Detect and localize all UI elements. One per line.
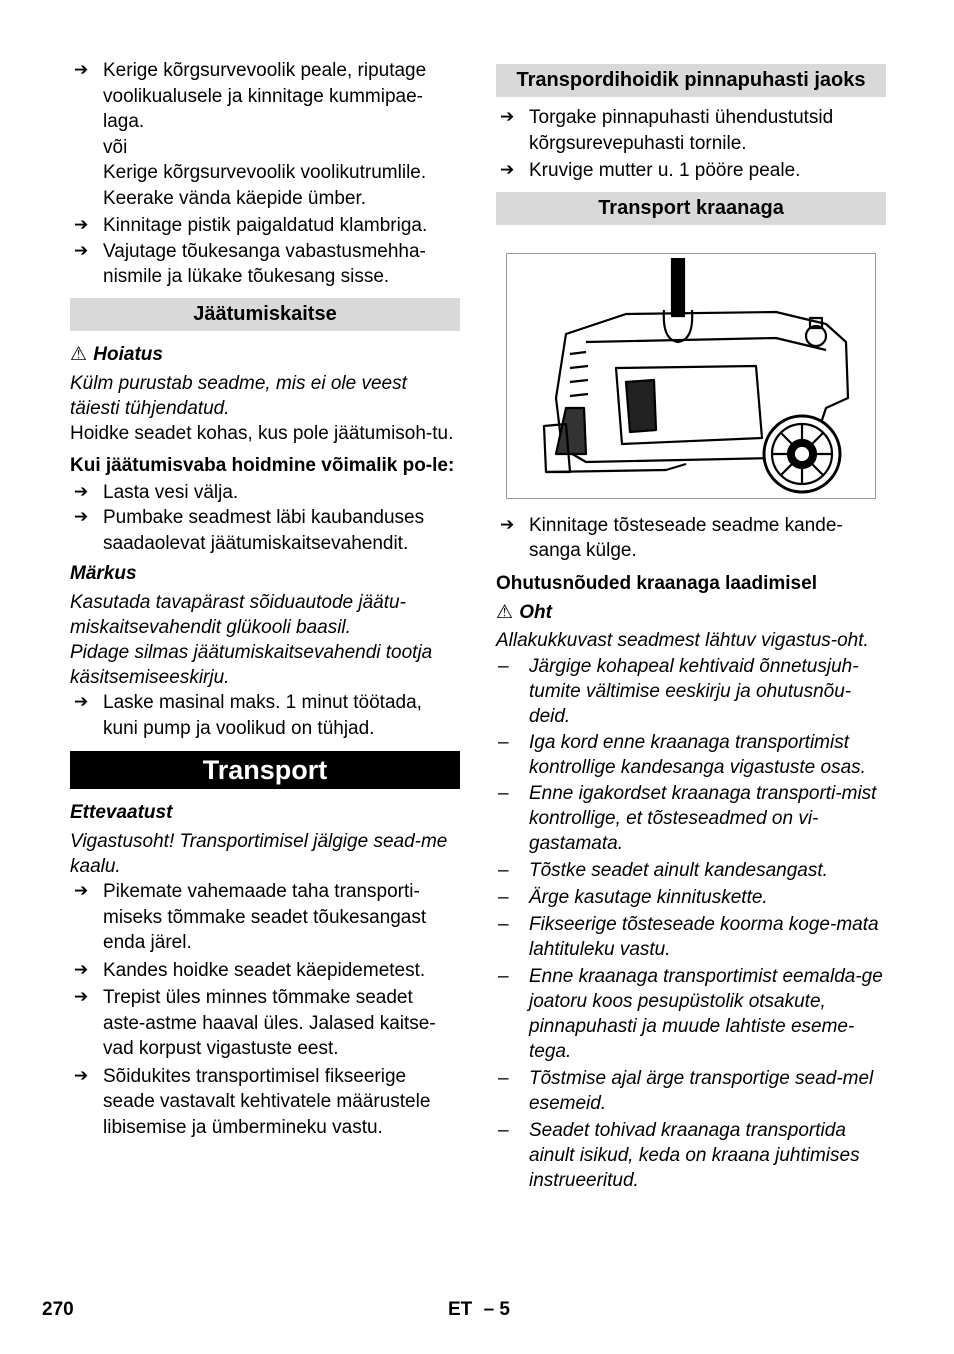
step: ➔ Kandes hoidke seadet käepidemetest.: [70, 958, 460, 984]
warning-triangle-icon: ⚠: [496, 600, 514, 623]
pressure-washer-crane-hook-icon: [526, 258, 856, 494]
warning-label: ⚠ Hoiatus: [70, 342, 163, 365]
rule-item: – Iga kord enne kraanaga transportimist kontrollige kandesanga vigastuste osas.: [496, 730, 886, 780]
crane-transport-figure: [506, 253, 876, 499]
note-text: Pidage silmas jäätumiskaitsevahendi tootja käsitsemiseeskirju.: [70, 642, 433, 688]
step: ➔ Torgake pinnapuhasti ühendustutsid kõrgsurevepuhasti tornile.: [496, 105, 886, 156]
caution-label: Ettevaatust: [70, 802, 173, 823]
danger-text: Allakukkuvast seadmest lähtuv vigastus-oht.: [496, 629, 869, 651]
or-text: või: [103, 136, 128, 158]
left-column: [70, 58, 460, 1140]
frost-subheading: Kui jäätumisvaba hoidmine võimalik po-le:: [70, 454, 455, 476]
danger-label: ⚠ Oht: [496, 600, 552, 623]
step: ➔ Vajutage tõukesanga vabastusmehha-nismile ja lükake tõukesang sisse.: [70, 239, 460, 290]
step: ➔ Kinnitage pistik paigaldatud klambriga.: [70, 213, 460, 239]
warning-triangle-icon: ⚠: [70, 342, 88, 365]
right-column: [496, 64, 886, 1193]
rule-item: – Järgige kohapeal kehtivaid õnnetusjuh-tumite vältimise eeskirju ja ohutusnõu-deid.: [496, 654, 886, 729]
warning-text: Külm purustab seadme, mis ei ole veest täiesti tühjendatud.: [70, 372, 407, 419]
rule-item: – Seadet tohivad kraanaga transportida ainult isikud, keda on kraana juhtimises instrueeritud.: [496, 1118, 886, 1193]
section-page: – 5: [483, 1299, 510, 1320]
rule-item: – Enne igakordset kraanaga transporti-mist kontrollige, et tõsteseadmed on vi-gastamata.: [496, 781, 886, 856]
note-label: Märkus: [70, 563, 137, 584]
section-label: ET: [448, 1299, 473, 1320]
section-heading-transport: Transport: [70, 751, 460, 789]
note-text: Kasutada tavapärast sõiduautode jäätu-miskaitsevahendit glükooli baasil.: [70, 592, 406, 638]
section-code: [448, 1299, 510, 1321]
step: ➔ Laske masinal maks. 1 minut töötada, kuni pump ja voolikud on tühjad.: [70, 690, 460, 741]
rule-item: – Tõstmise ajal ärge transportige sead-mel esemeid.: [496, 1066, 886, 1116]
step: ➔ Pumbake seadmest läbi kaubanduses saadaolevat jäätumiskaitsevahendit.: [70, 505, 460, 556]
step: ➔ Pikemate vahemaade taha transporti-miseks tõmmake seadet tõukesangast enda järel.: [70, 879, 460, 956]
section-heading-crane: Transport kraanaga: [496, 192, 886, 225]
rule-item: – Ärge kasutage kinnituskette.: [496, 885, 886, 910]
step: ➔ Trepist üles minnes tõmmake seadet aste-astme haaval üles. Jalased kaitse-vad korpust vigastuste eest.: [70, 985, 460, 1062]
page-number: 270: [42, 1299, 74, 1320]
step: ➔ Kerige kõrgsurvevoolik peale, riputage voolikualusele ja kinnitage kummipae-laga.: [70, 58, 460, 135]
step: ➔ Lasta vesi välja.: [70, 480, 460, 506]
alt-step: Kerige kõrgsurvevoolik voolikutrumlile. Keerake vända käepide ümber.: [103, 162, 427, 209]
safety-subheading: Ohutusnõuded kraanaga laadimisel: [496, 572, 817, 594]
section-heading-brush-holder: Transpordihoidik pinnapuhasti jaoks: [496, 64, 886, 97]
step: ➔ Kruvige mutter u. 1 pööre peale.: [496, 158, 886, 184]
rule-item: – Enne kraanaga transportimist eemalda-ge joatoru koos pesupüstolik otsakute, pinnapuhasti ja muude lahtiste eseme-tega.: [496, 964, 886, 1064]
section-heading-frost: Jäätumiskaitse: [70, 298, 460, 331]
step: ➔ Kinnitage tõsteseade seadme kande-sanga külge.: [496, 513, 886, 564]
caution-text: Vigastusoht! Transportimisel jälgige sead-me kaalu.: [70, 831, 448, 877]
rule-item: – Fikseerige tõsteseade koorma koge-mata lahtituleku vastu.: [496, 912, 886, 962]
frost-text: Hoidke seadet kohas, kus pole jäätumisoh-tu.: [70, 422, 454, 444]
step: ➔ Sõidukites transportimisel fikseerige seade vastavalt kehtivatele määrustele libisemise ja ümbermineku vastu.: [70, 1064, 460, 1141]
rule-item: – Tõstke seadet ainult kandesangast.: [496, 858, 886, 883]
